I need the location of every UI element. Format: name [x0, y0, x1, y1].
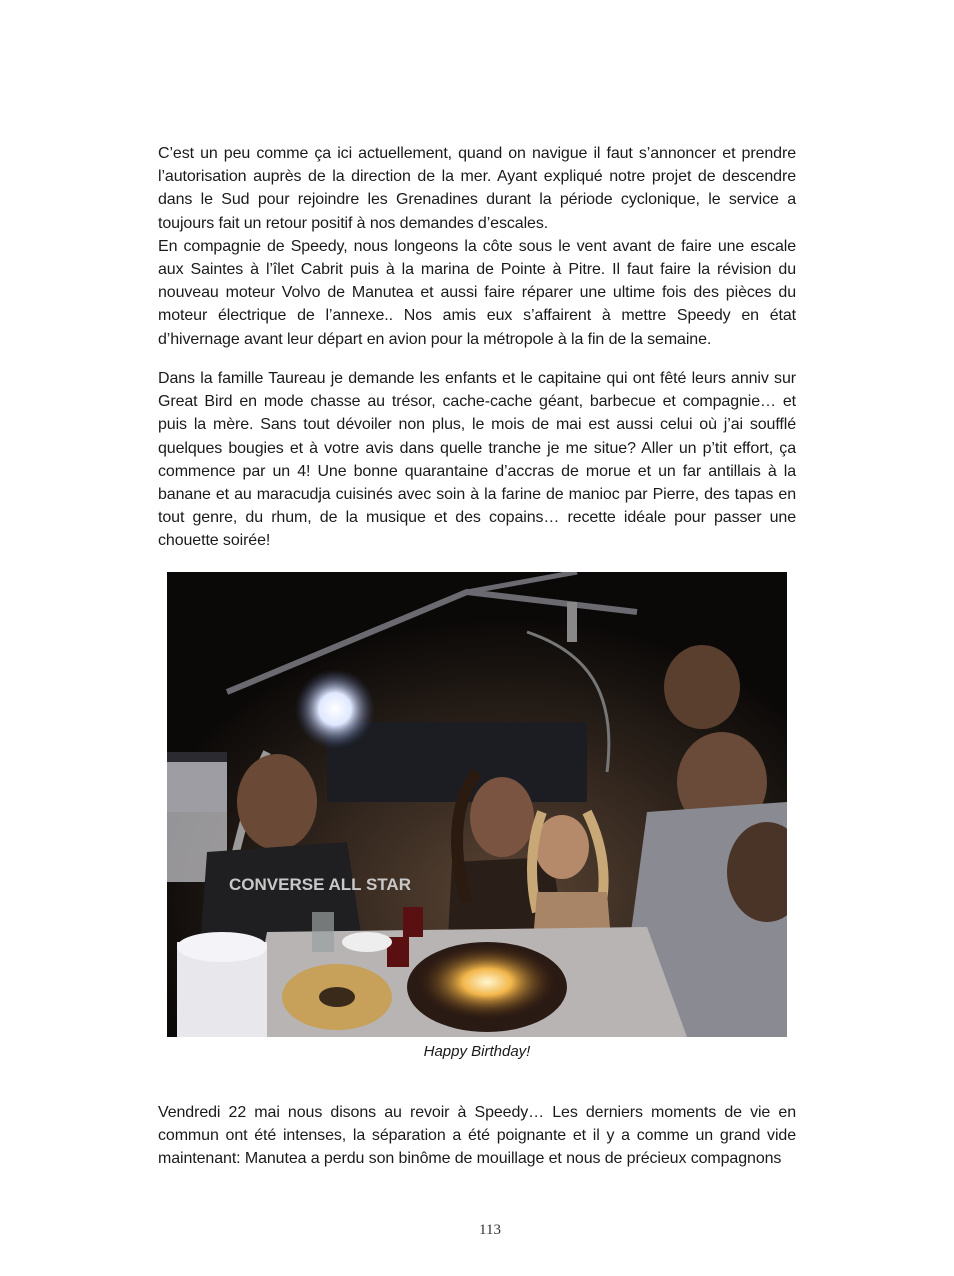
birthday-photo: [167, 572, 787, 1037]
photo-caption: Happy Birthday!: [423, 1043, 531, 1060]
paragraph-text-1b: En compagnie de Speedy, nous longeons la côte sous le vent avant de faire une escale aux Saintes à l’îlet Cabrit puis à la marina de Pointe à Pitre. Il faut faire la révision du nouveau moteur Volvo de Manutea et aussi faire réparer une ultime fois des pièces du moteur électrique de l’annexe.. Nos amis eux s’affairent à mettre Speedy en état d’hivernage avant leur départ en avion pour la métropole à la fin de la semaine.: [158, 237, 796, 348]
paragraph-farewell: Vendredi 22 mai nous disons au revoir à Speedy… Les derniers moments de vie en commun ont été intenses, la séparation a été poignante et il y a comme un grand vide maintenant: Manutea a perdu son binôme de mouillage et nous de précieux compagnons: [158, 1104, 796, 1168]
paragraph-text-1: C’est un peu comme ça ici actuellement, quand on navigue il faut s’annoncer et prendre l’autorisation auprès de la direction de la mer. Ayant expliqué notre projet de descendre dans le Sud pour rejoindre les Grenadines durant la période cyclonique, le service a toujours fait un retour positif à nos demandes d’escales.: [158, 145, 796, 232]
shirt-print: CONVERSE ALL STAR: [229, 875, 411, 894]
paragraph-birthday: Dans la famille Taureau je demande les enfants et le capitaine qui ont fêté leurs anniv sur Great Bird en mode chasse au trésor, cache-cache géant, barbecue et compagnie… et puis la mère. Sans tout dévoiler non plus, le mois de mai est aussi celui où j’ai soufflé quelques bougies et à votre avis dans quelle tranche je me situe? Aller un p’tit effort, ça commence par un 4! Une bonne quarantaine d’accras de morue et un far antillais à la banane et au maracudja cuisinés avec soin à la farine de manioc par Pierre, des tapas en tout genre, du rhum, de la musique et des copains… recette idéale pour passer une chouette soirée!: [158, 370, 796, 550]
page-number: 113: [479, 1222, 501, 1238]
paragraph-intro: [158, 142, 796, 351]
